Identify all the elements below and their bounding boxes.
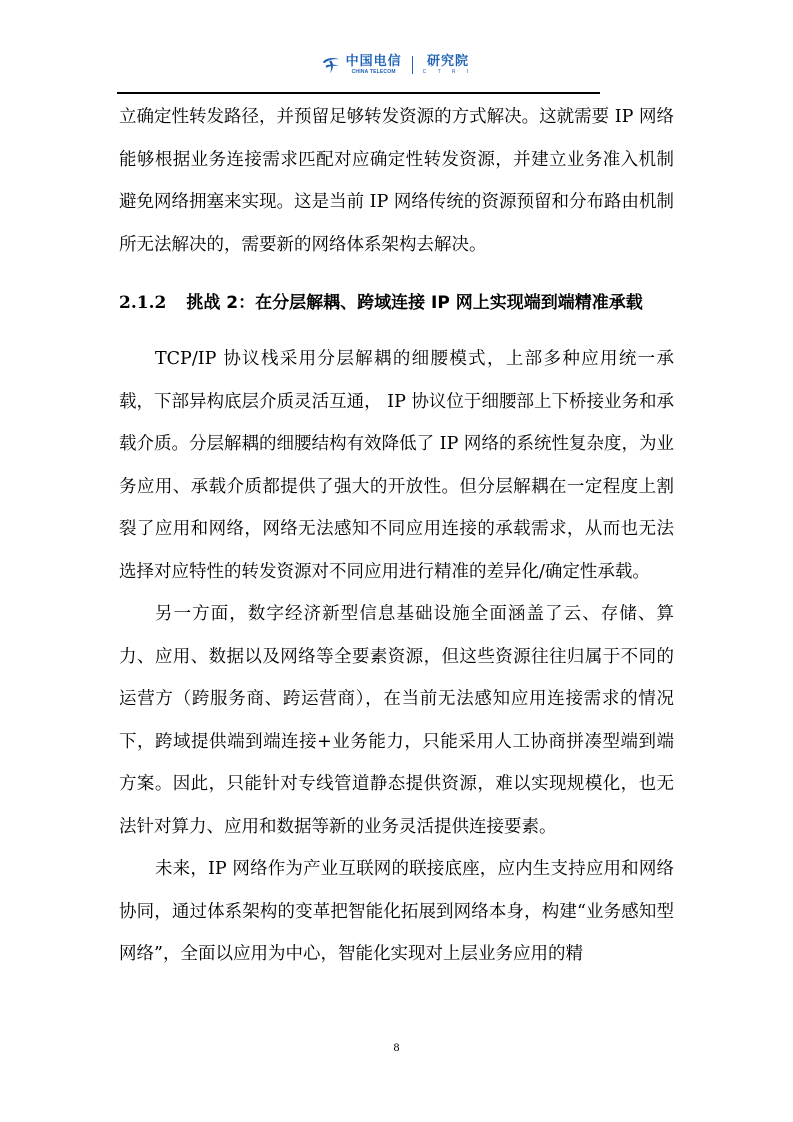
logo-divider — [412, 56, 413, 74]
china-telecom-logo — [320, 54, 474, 76]
institute-chinese-text: 研究院 — [426, 54, 469, 69]
logo-chinese-text: 中国电信 — [345, 54, 402, 69]
section-title: 挑战 2：在分层解耦、跨域连接 IP 网上实现端到端精准承载 — [186, 293, 643, 313]
logo-english-text: CHINA TELECOM — [351, 69, 396, 75]
paragraph-2: 另一方面，数字经济新型信息基础设施全面涵盖了云、存储、算力、应用、数据以及网络等全要素资源，但这些资源往往归属于不同的运营方（跨服务商、跨运营商），在当前无法感知应用连接需求的情况下，跨域提供端到端连接+业务能力，只能采用人工协商拼凑型端到端方案。因此，只能针对专线管道静态提供资源，难以实现规模化，也无法针对算力、应用和数据等新的业务灵活提供连接要素。 — [119, 604, 674, 837]
paragraph-1: TCP/IP 协议栈采用分层解耦的细腰模式，上部多种应用统一承载，下部异构底层介质灵活互通， IP 协议位于细腰部上下桥接业务和承载介质。分层解耦的细腰结构有效降低了 IP 网络的系统性复杂度，为业务应用、承载介质都提供了强大的开放性。但分层解耦在一定程度上割裂了应用和网络，网络无法感知不同应用连接的承载需求，从而也无法选择对应特性的转发资源对不同应用进行精准的差异化/确定性承载。 — [119, 349, 674, 582]
china-telecom-logo-icon — [320, 54, 342, 76]
paragraph-continuation: 立确定性转发路径，并预留足够转发资源的方式解决。这就需要 IP 网络能够根据业务连接需求匹配对应确定性转发资源，并建立业务准入机制避免网络拥塞来实现。这是当前 IP 网络传统的资源预留和分布路由机制所无法解决的，需要新的网络体系架构去解决。 — [119, 107, 674, 255]
header-rule — [117, 92, 600, 94]
section-heading — [119, 288, 679, 318]
page-number: 8 — [393, 1040, 400, 1054]
paragraph-3: 未来，IP 网络作为产业互联网的联接底座，应内生支持应用和网络协同，通过体系架构的变革把智能化拓展到网络本身，构建“业务感知型网络”，全面以应用为中心，智能化实现对上层业务应用的精 — [119, 859, 674, 964]
section-number: 2.1.2 — [119, 293, 167, 313]
institute-english-text: C T R I — [422, 69, 474, 75]
page-header — [0, 50, 793, 80]
body-text-main — [119, 338, 674, 976]
body-text-top — [119, 96, 674, 266]
